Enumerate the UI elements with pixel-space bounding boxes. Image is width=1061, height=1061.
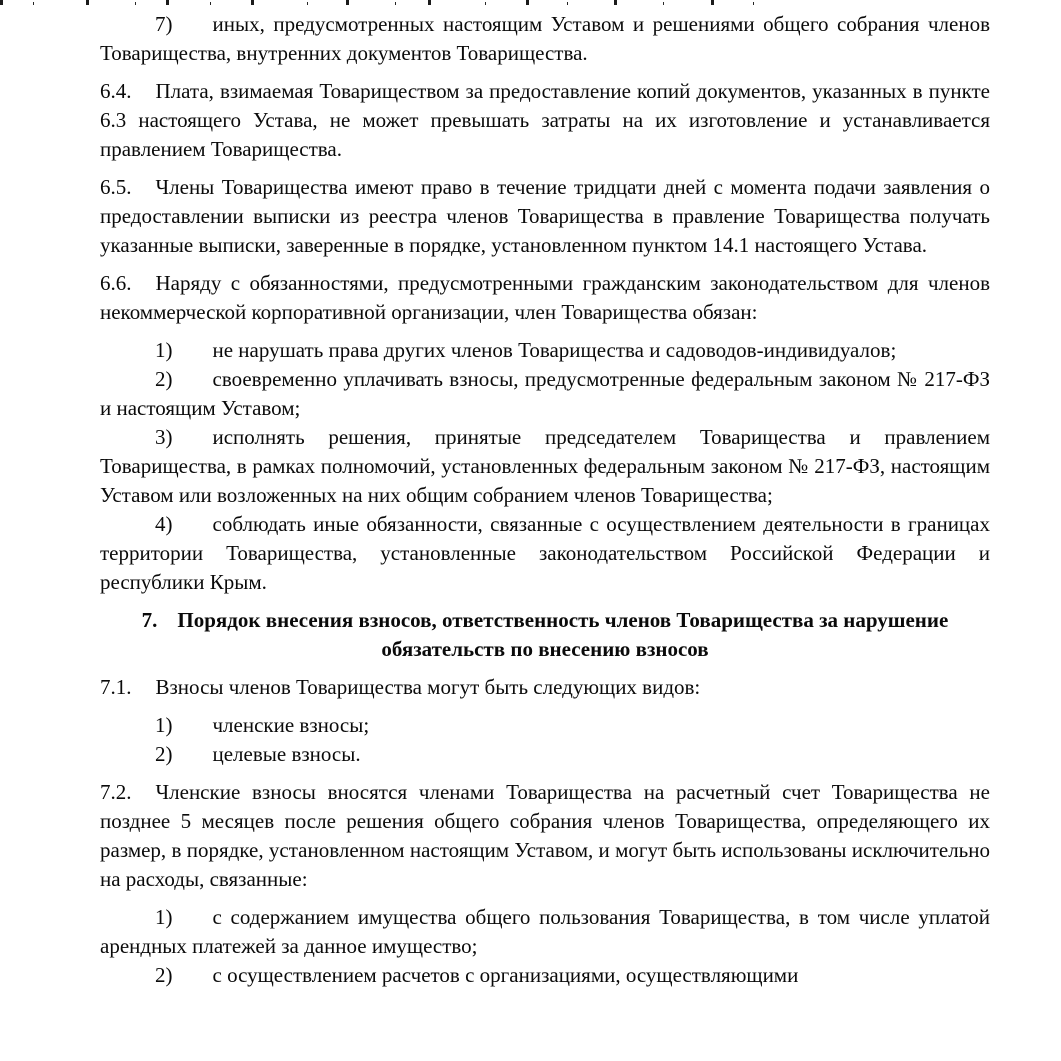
text-content: Членские взносы вносятся членами Товарищества на расчетный счет Товарищества не позднее 5 месяцев после решения общего собрания членов Товарищества, определяющего их размер, в порядке, установленном настоящим Уставом, и могут быть использованы исключительно на расходы, связанные: [100,780,990,891]
text-content: с осуществлением расчетов с организациями, осуществляющими [212,963,799,987]
item-number: 7.1. [100,675,132,699]
item-number: 1) [155,338,173,362]
list-item [100,510,990,597]
text-content: целевые взносы. [212,742,361,766]
list-item [100,336,990,365]
section-heading [100,606,990,664]
text-content: соблюдать иные обязанности, связанные с осуществлением деятельности в границах территории Товарищества, установленные законодательством Российской Федерации и республики Крым. [100,512,990,594]
item-number: 7. [141,608,158,632]
text-content: Взносы членов Товарищества могут быть следующих видов: [155,675,701,699]
text-content: исполнять решения, принятые председателем Товарищества и правлением Товарищества, в рамках полномочий, установленных федеральным законом № 217-ФЗ, настоящим Уставом или возложенных на них общим собранием членов Товарищества; [100,425,990,507]
item-number: 1) [155,905,173,929]
text-content: Порядок внесения взносов, ответственность членов Товарищества за нарушение обязательств по внесению взносов [177,608,949,661]
paragraph [100,269,990,327]
paragraph [100,173,990,260]
item-number: 7.2. [100,780,132,804]
item-number: 7) [155,12,173,36]
item-number: 2) [155,367,173,391]
text-content: своевременно уплачивать взносы, предусмотренные федеральным законом № 217-ФЗ и настоящим Уставом; [100,367,990,420]
item-number: 6.6. [100,271,132,295]
item-number: 6.5. [100,175,132,199]
paragraph [100,77,990,164]
item-number: 2) [155,742,173,766]
text-content: не нарушать права других членов Товарищества и садоводов-индивидуалов; [212,338,897,362]
text-content: иных, предусмотренных настоящим Уставом и решениями общего собрания членов Товарищества, внутренних документов Товарищества. [100,12,990,65]
list-item [100,740,990,769]
list-item [100,423,990,510]
text-content: членские взносы; [212,713,370,737]
list-item [100,365,990,423]
text-content: Плата, взимаемая Товариществом за предоставление копий документов, указанных в пункте 6.3 настоящего Устава, не может превышать затраты на их изготовление и устанавливается правлением Товарищества. [100,79,990,161]
paragraph [100,778,990,894]
list-item [100,903,990,961]
list-item [100,10,990,68]
text-content: Члены Товарищества имеют право в течение тридцати дней с момента подачи заявления о предоставлении выписки из реестра членов Товарищества в правление Товарищества получать указанные выписки, заверенные в порядке, установленном пунктом 14.1 настоящего Устава. [100,175,990,257]
text-content: с содержанием имущества общего пользования Товарищества, в том числе уплатой арендных платежей за данное имущество; [100,905,990,958]
text-content: Наряду с обязанностями, предусмотренными гражданским законодательством для членов некоммерческой корпоративной организации, член Товарищества обязан: [100,271,990,324]
paragraph [100,673,990,702]
list-item [100,711,990,740]
item-number: 3) [155,425,173,449]
list-item [100,961,990,990]
item-number: 4) [155,512,173,536]
document-body [100,0,990,990]
item-number: 2) [155,963,173,987]
item-number: 6.4. [100,79,132,103]
item-number: 1) [155,713,173,737]
